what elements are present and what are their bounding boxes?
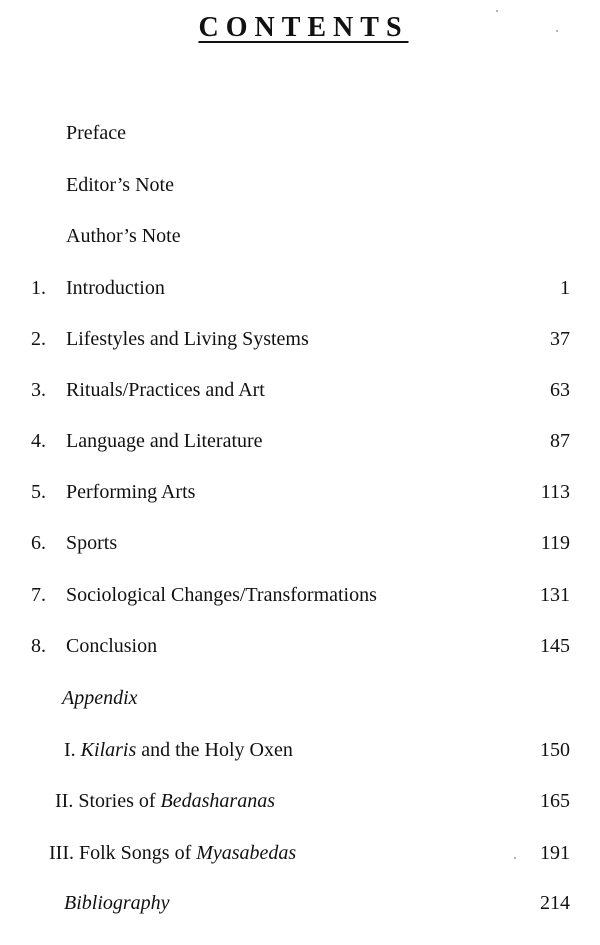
toc-entry-authors-note[interactable] <box>0 221 600 251</box>
appendix-item-text: Stories of <box>78 790 161 812</box>
appendix-item-number: I. <box>64 739 76 761</box>
chapter-number: 7. <box>31 584 46 606</box>
page-number: 191 <box>540 842 570 864</box>
page-number: 119 <box>540 532 570 554</box>
chapter-title: Conclusion <box>66 635 158 657</box>
toc-entry-chapter-6[interactable] <box>0 528 600 558</box>
toc-entry-preface[interactable] <box>0 118 600 148</box>
page-number: 145 <box>540 635 570 657</box>
chapter-title: Introduction <box>66 277 165 299</box>
chapter-title: Performing Arts <box>66 481 196 503</box>
toc-entry-chapter-8[interactable] <box>0 631 600 661</box>
toc-entry-chapter-2[interactable] <box>0 324 600 354</box>
page-number: 131 <box>540 584 570 606</box>
appendix-heading: Appendix <box>62 687 138 709</box>
toc-entry-chapter-3[interactable] <box>0 375 600 405</box>
appendix-item-title <box>55 786 275 816</box>
chapter-title: Rituals/Practices and Art <box>66 379 265 401</box>
chapter-number: 2. <box>31 328 46 350</box>
appendix-item-number: III. <box>49 842 74 864</box>
toc-entry-editors-note[interactable] <box>0 170 600 200</box>
appendix-item-text: Folk Songs of <box>78 842 197 864</box>
appendix-item-italic: Bedasharanas <box>160 790 275 812</box>
chapter-title: Sociological Changes/Transformations <box>66 584 377 606</box>
page-number: 37 <box>550 328 570 350</box>
scan-speck <box>514 857 516 859</box>
chapter-title: Lifestyles and Living Systems <box>66 328 309 350</box>
chapter-number: 5. <box>31 481 46 503</box>
toc-entry-bibliography[interactable] <box>0 888 600 918</box>
toc-entry-chapter-1[interactable] <box>0 273 600 303</box>
appendix-item-italic: Myasabedas <box>196 842 297 864</box>
toc-entry-label: Preface <box>66 122 126 144</box>
toc-entry-appendix-2[interactable] <box>0 786 600 816</box>
page-number: 150 <box>540 739 570 761</box>
appendix-item-italic: Kilaris <box>80 739 137 761</box>
chapter-number: 4. <box>31 430 46 452</box>
page-number: 214 <box>540 892 570 914</box>
chapter-number: 3. <box>31 379 46 401</box>
toc-entry-chapter-5[interactable] <box>0 477 600 507</box>
page-number: 63 <box>550 379 570 401</box>
chapter-number: 1. <box>31 277 46 299</box>
appendix-item-text: and the Holy Oxen <box>136 739 293 761</box>
scan-speck <box>496 10 498 12</box>
scan-speck <box>556 30 558 32</box>
toc-entry-chapter-7[interactable] <box>0 580 600 610</box>
toc-entry-chapter-4[interactable] <box>0 426 600 456</box>
chapter-number: 6. <box>31 532 46 554</box>
toc-entry-appendix-1[interactable] <box>0 735 600 765</box>
appendix-item-title <box>64 735 293 765</box>
toc-entry-appendix-heading[interactable] <box>0 683 600 713</box>
appendix-item-number: II. <box>55 790 74 812</box>
page-number: 1 <box>560 277 570 299</box>
toc-entry-appendix-3[interactable] <box>0 838 600 868</box>
page-number: 165 <box>540 790 570 812</box>
chapter-number: 8. <box>31 635 46 657</box>
page-title: CONTENTS <box>198 12 409 43</box>
page-number: 113 <box>540 481 570 503</box>
bibliography-label: Bibliography <box>64 892 170 914</box>
toc-entry-label: Author’s Note <box>66 225 181 247</box>
chapter-title: Language and Literature <box>66 430 263 452</box>
chapter-title: Sports <box>66 532 118 554</box>
page-number: 87 <box>550 430 570 452</box>
toc-entry-label: Editor’s Note <box>66 174 174 196</box>
appendix-item-title <box>49 838 296 868</box>
